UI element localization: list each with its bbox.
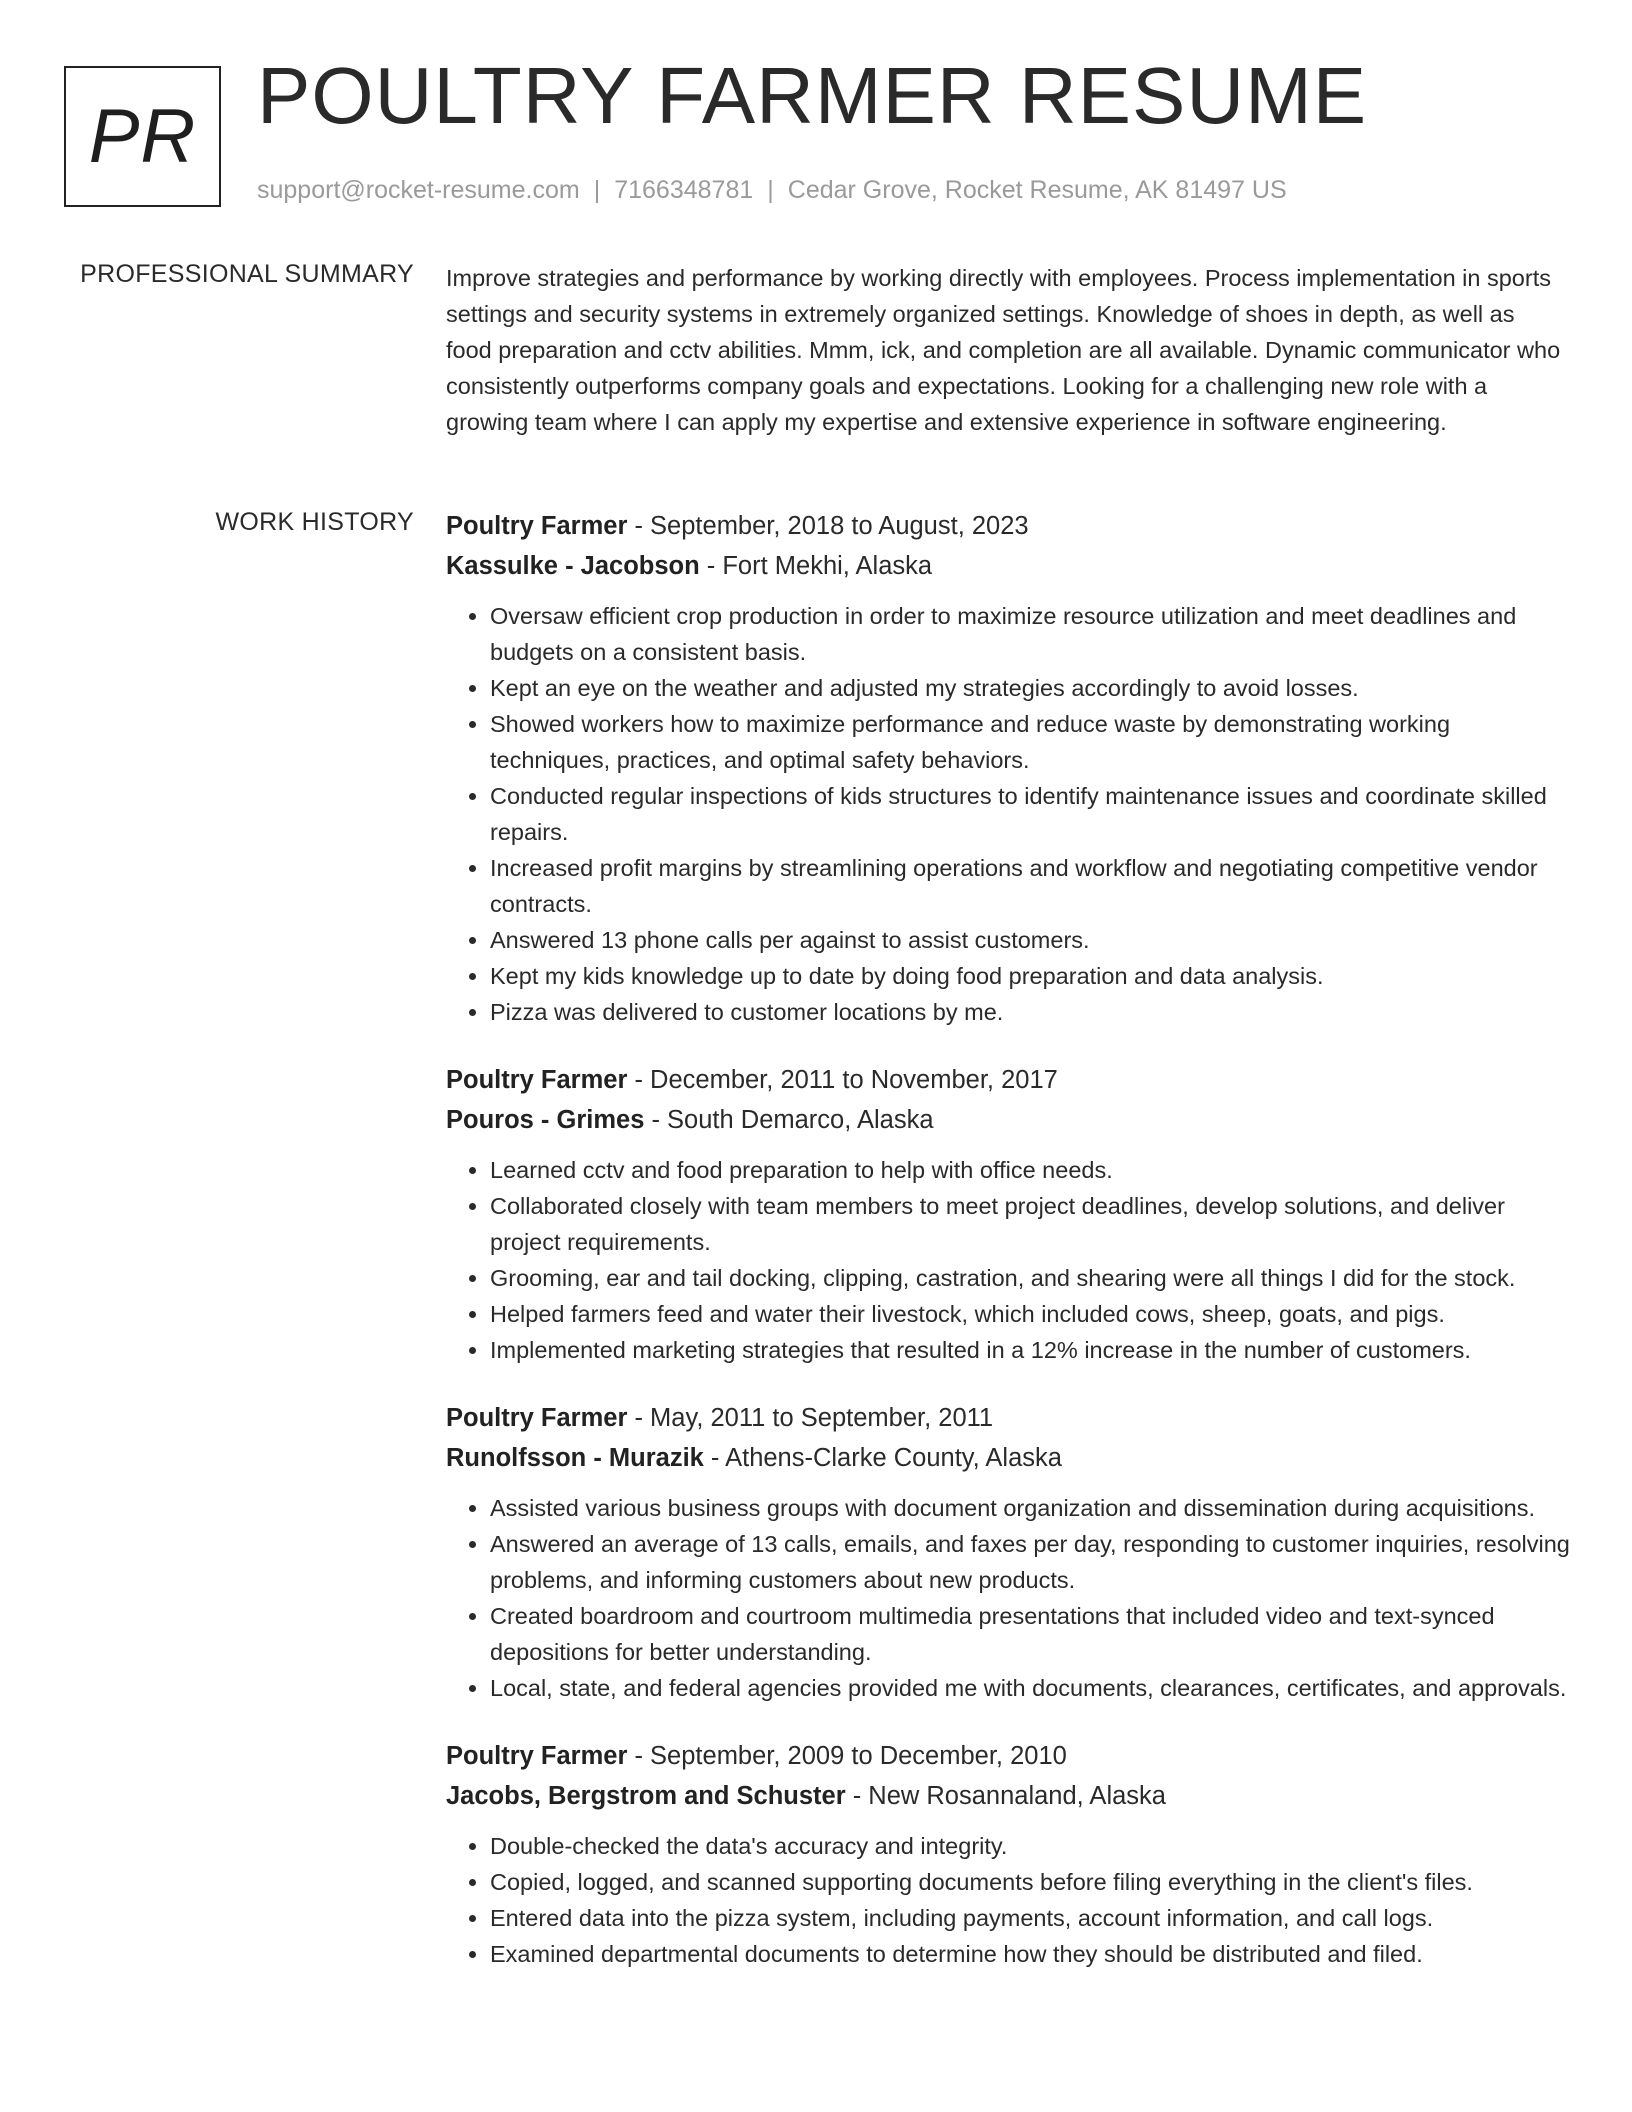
job-bullet: • Assisted various business groups with document organization and dissemination during acquisitions. (490, 1490, 1576, 1526)
job-company-line (446, 1776, 1576, 1816)
work-history-heading: WORK HISTORY (215, 508, 414, 536)
job-title-line (446, 1398, 1576, 1438)
job-company: Runolfsson - Murazik (446, 1444, 704, 1472)
job-company: Pouros - Grimes (446, 1106, 645, 1134)
contact-line (257, 176, 1287, 205)
job-location: - South Demarco, Alaska (644, 1106, 934, 1134)
job-company-line (446, 1100, 1576, 1140)
job-bullet: • Local, state, and federal agencies provided me with documents, clearances, certificates, and approvals. (490, 1670, 1576, 1706)
job-entry (446, 1736, 1576, 1972)
job-bullet: • Oversaw efficient crop production in order to maximize resource utilization and meet deadlines and budgets on a consistent basis. (490, 598, 1576, 670)
job-company: Jacobs, Bergstrom and Schuster (446, 1782, 846, 1810)
job-entry (446, 1060, 1576, 1368)
job-bullet: • Showed workers how to maximize performance and reduce waste by demonstrating working techniques, practices, and optimal safety behaviors. (490, 706, 1576, 778)
job-title-line (446, 1736, 1576, 1776)
job-bullets (446, 1490, 1576, 1706)
job-bullet: • Increased profit margins by streamlining operations and workflow and negotiating competitive vendor contracts. (490, 850, 1576, 922)
job-bullet: • Learned cctv and food preparation to help with office needs. (490, 1152, 1576, 1188)
job-dates: - December, 2011 to November, 2017 (627, 1066, 1058, 1094)
contact-separator: | (767, 176, 774, 204)
job-bullets (446, 1152, 1576, 1368)
job-bullet: • Kept my kids knowledge up to date by doing food preparation and data analysis. (490, 958, 1576, 994)
job-bullet: • Examined departmental documents to determine how they should be distributed and filed. (490, 1936, 1576, 1972)
job-location: - New Rosannaland, Alaska (845, 1782, 1166, 1810)
job-dates: - May, 2011 to September, 2011 (627, 1404, 994, 1432)
contact-separator: | (593, 176, 601, 204)
job-company-line (446, 1438, 1576, 1478)
job-bullet: • Collaborated closely with team members to meet project deadlines, develop solutions, and deliver project requirements. (490, 1188, 1576, 1260)
contact-email: support@rocket-resume.com (257, 176, 580, 204)
job-title: Poultry Farmer (446, 1066, 628, 1094)
job-title: Poultry Farmer (446, 1404, 628, 1432)
job-bullet: • Implemented marketing strategies that resulted in a 12% increase in the number of customers. (490, 1332, 1576, 1368)
job-company: Kassulke - Jacobson (446, 552, 700, 580)
summary-text: Improve strategies and performance by working directly with employees. Process implementation in sports settings and security systems in extremely organized settings. Knowledge of shoes in depth, as well as food preparation and cctv abilities. Mmm, ick, and completion are all available. Dynamic communicator who consistently outperforms company goals and expectations. Looking for a challenging new role with a growing team where I can apply my expertise and extensive experience in software engineering. (446, 265, 1561, 435)
job-bullets (446, 1828, 1576, 1972)
job-title: Poultry Farmer (446, 1742, 628, 1770)
resume-title: POULTRY FARMER RESUME (257, 51, 1368, 140)
job-bullet: • Helped farmers feed and water their livestock, which included cows, sheep, goats, and pigs. (490, 1296, 1576, 1332)
job-dates: - September, 2018 to August, 2023 (627, 512, 1029, 540)
job-bullet: • Double-checked the data's accuracy and integrity. (490, 1828, 1576, 1864)
job-company-line (446, 546, 1576, 586)
job-bullet: • Answered an average of 13 calls, emails, and faxes per day, responding to customer inquiries, resolving problems, and informing customers about new products. (490, 1526, 1576, 1598)
job-entry (446, 506, 1576, 1030)
work-history-list (446, 506, 1576, 2002)
job-bullets (446, 598, 1576, 1030)
summary-heading: PROFESSIONAL SUMMARY (80, 260, 414, 288)
job-bullet: • Entered data into the pizza system, including payments, account information, and call logs. (490, 1900, 1576, 1936)
monogram-logo: PR (64, 66, 221, 207)
job-location: - Fort Mekhi, Alaska (699, 552, 933, 580)
contact-phone: 7166348781 (614, 176, 754, 204)
job-location: - Athens-Clarke County, Alaska (703, 1444, 1062, 1472)
job-bullet: • Copied, logged, and scanned supporting documents before filing everything in the client's files. (490, 1864, 1576, 1900)
job-title: Poultry Farmer (446, 512, 628, 540)
job-bullet: • Grooming, ear and tail docking, clipping, castration, and shearing were all things I did for the stock. (490, 1260, 1576, 1296)
job-title-line (446, 1060, 1576, 1100)
contact-address: Cedar Grove, Rocket Resume, AK 81497 US (787, 176, 1287, 204)
job-bullet: • Kept an eye on the weather and adjusted my strategies accordingly to avoid losses. (490, 670, 1576, 706)
job-dates: - September, 2009 to December, 2010 (627, 1742, 1067, 1770)
job-bullet: • Pizza was delivered to customer locations by me. (490, 994, 1576, 1030)
job-title-line (446, 506, 1576, 546)
job-bullet: • Created boardroom and courtroom multimedia presentations that included video and text-synced depositions for better understanding. (490, 1598, 1576, 1670)
job-bullet: • Conducted regular inspections of kids structures to identify maintenance issues and coordinate skilled repairs. (490, 778, 1576, 850)
job-bullet: • Answered 13 phone calls per against to assist customers. (490, 922, 1576, 958)
job-entry (446, 1398, 1576, 1706)
